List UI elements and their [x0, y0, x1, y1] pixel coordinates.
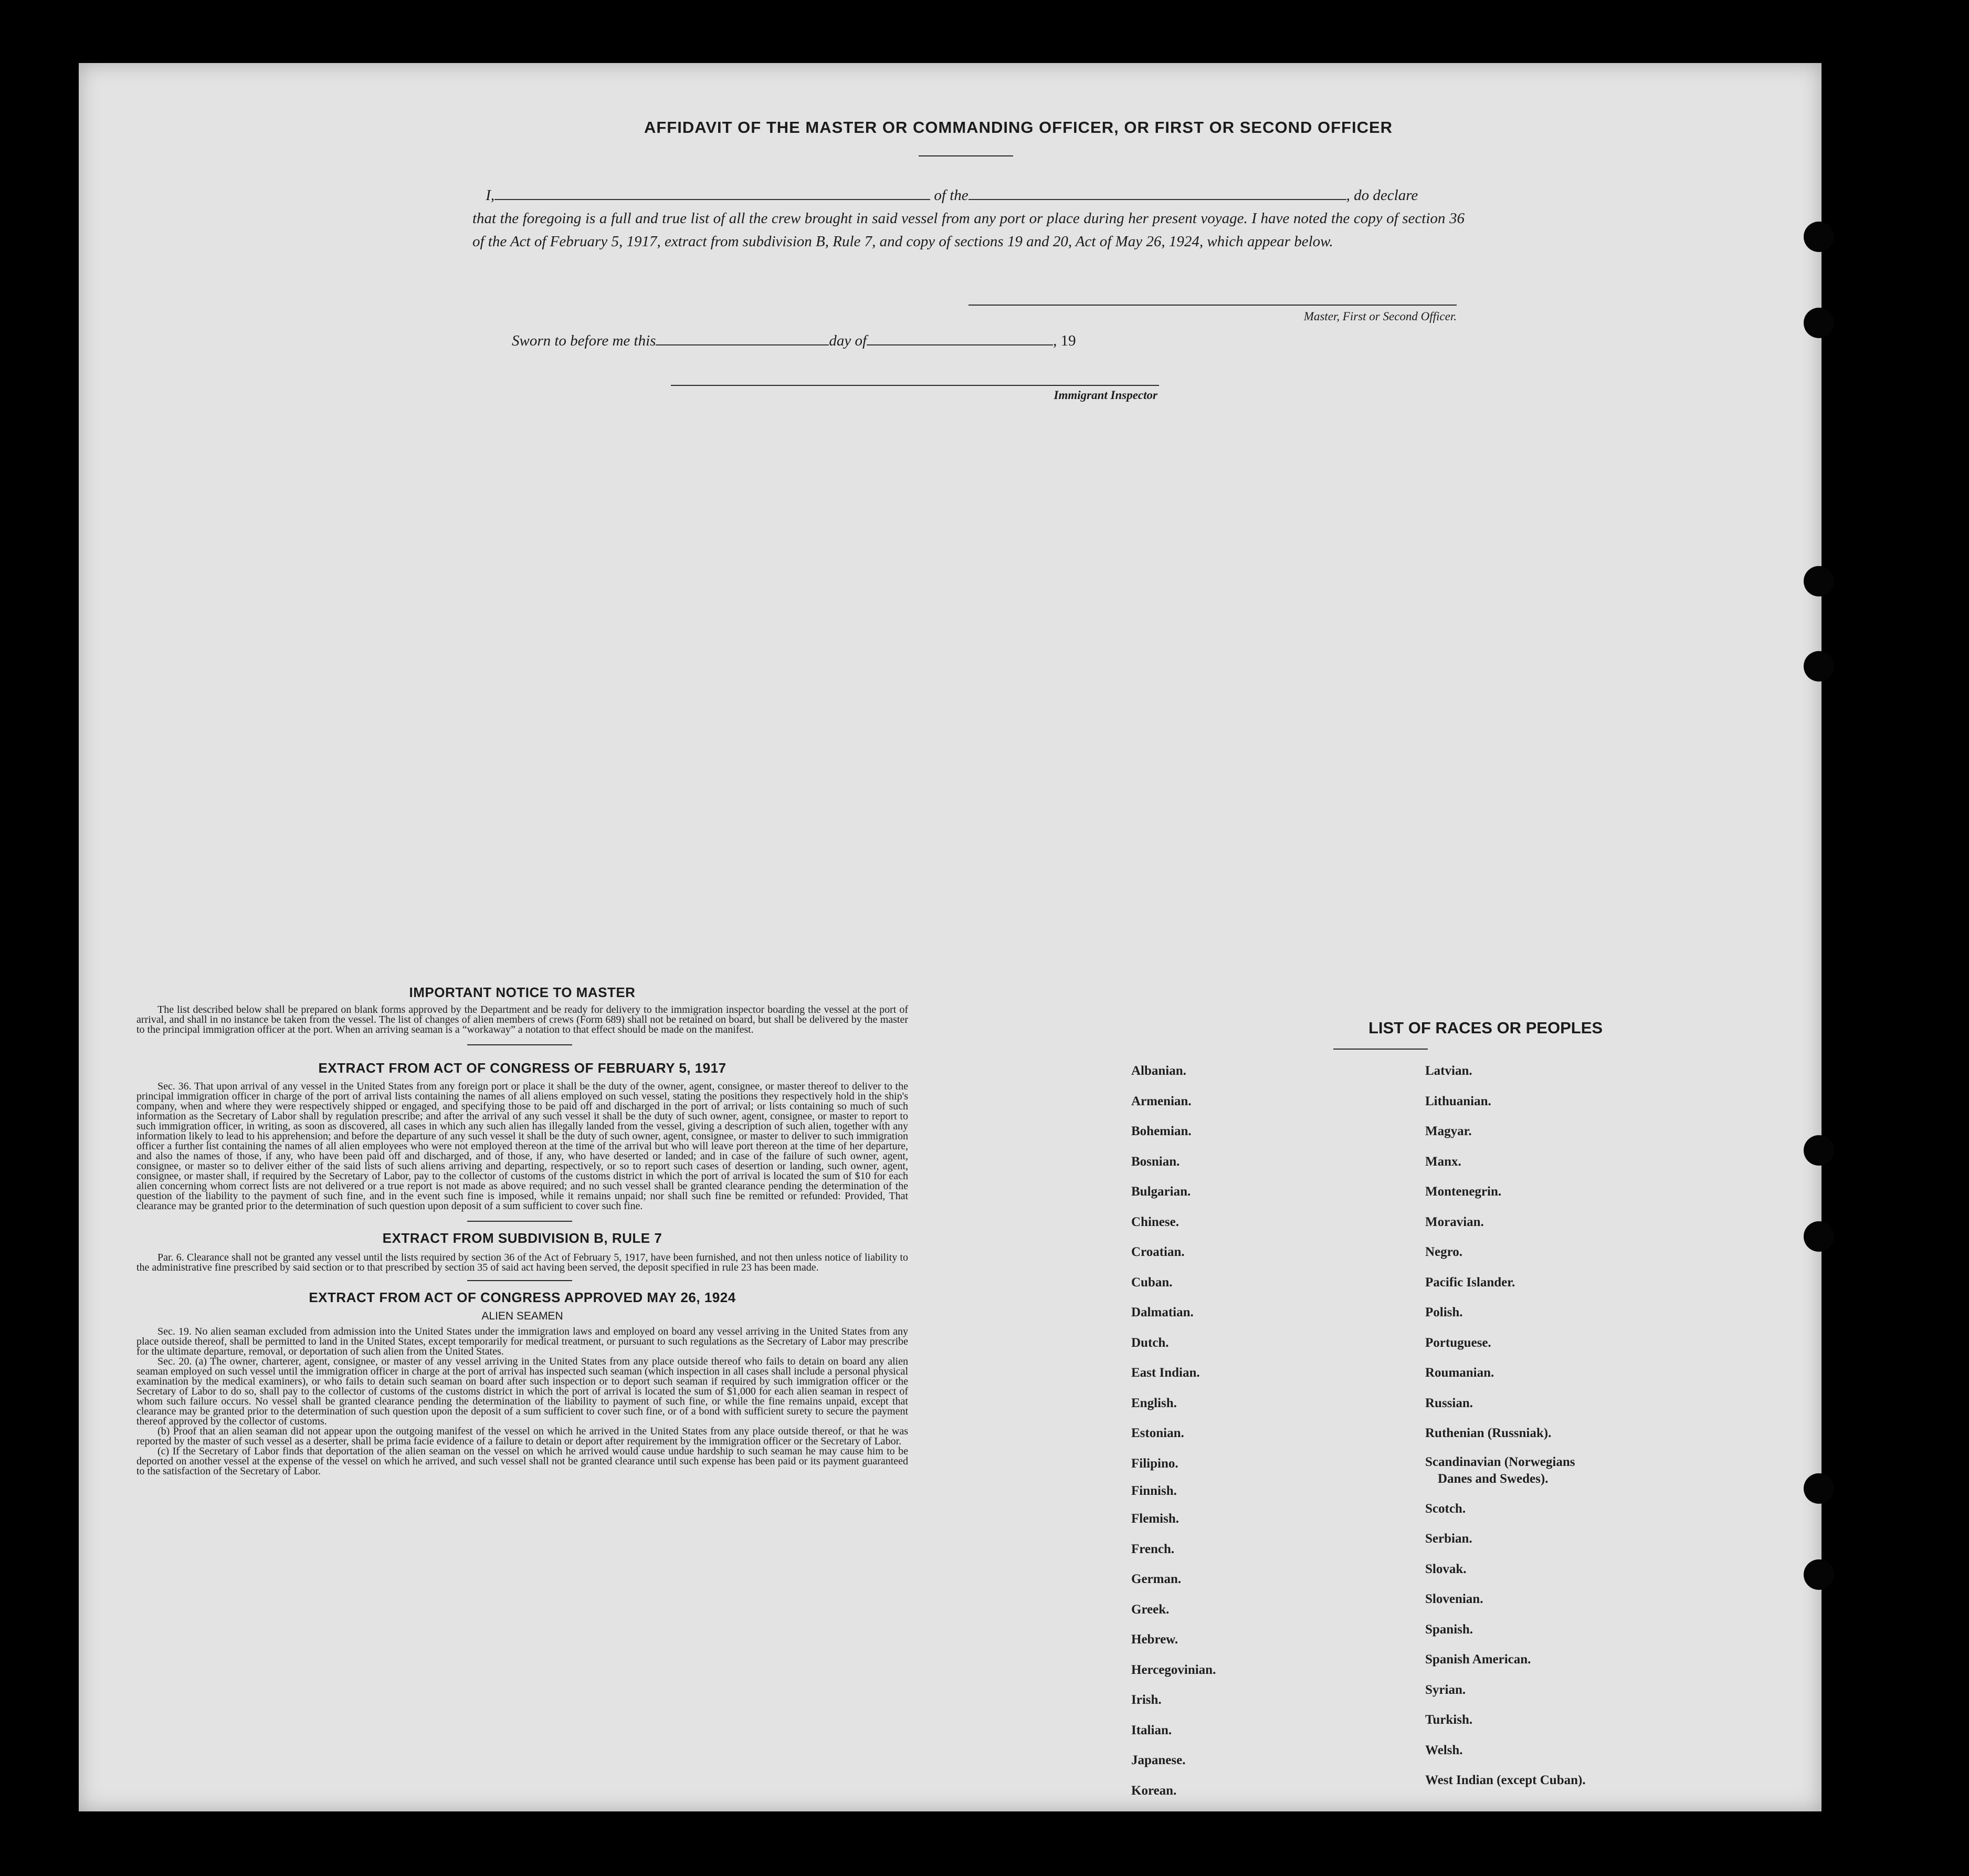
race-item: Hebrew.	[1131, 1632, 1178, 1647]
extract-rule7-heading: EXTRACT FROM SUBDIVISION B, RULE 7	[382, 1230, 662, 1246]
punch-hole	[1804, 308, 1834, 338]
race-item: Negro.	[1425, 1245, 1463, 1259]
race-item: Flemish.	[1131, 1512, 1179, 1526]
race-item: Finnish.	[1131, 1484, 1177, 1498]
race-item: Croatian.	[1131, 1245, 1185, 1259]
race-item: Spanish American.	[1425, 1652, 1531, 1667]
race-item: Greek.	[1131, 1602, 1170, 1617]
race-item: Roumanian.	[1425, 1366, 1494, 1380]
race-item: Scandinavian (Norwegians	[1425, 1454, 1575, 1469]
race-item: Estonian.	[1131, 1426, 1184, 1440]
declaration-do-declare: , do declare	[1346, 187, 1418, 204]
punch-hole	[1804, 651, 1834, 682]
declaration-i: I,	[486, 187, 495, 204]
extract-rule7-divider	[467, 1280, 572, 1281]
extract-1924-sec20b: (b) Proof that an alien seaman did not appear upon the outgoing manifest of the vessel on which he arrived in the United States from any place outside thereof, or that he was reported by the master of such vessel as a deserter, shall be prima facie evidence of a failure to detain or deport after requirement by the immigration officer or the Secretary of Labor.	[136, 1426, 908, 1447]
punch-hole	[1804, 566, 1834, 596]
race-item: English.	[1131, 1396, 1177, 1410]
race-item: Serbian.	[1425, 1532, 1472, 1546]
race-item: Armenian.	[1131, 1094, 1192, 1108]
punch-hole	[1804, 1473, 1834, 1504]
document-page	[79, 63, 1821, 1811]
extract-1917-divider	[467, 1221, 572, 1222]
race-item: Latvian.	[1425, 1064, 1472, 1078]
race-item: Lithuanian.	[1425, 1094, 1491, 1108]
race-item: Dalmatian.	[1131, 1305, 1194, 1319]
extract-1924-sec20a: Sec. 20. (a) The owner, charterer, agent, consignee, or master of any vessel arriving in the United States from any place outside thereof who fails to detain on board any alien seaman employed on such vessel until the immigration officer in charge at the port of arrival has inspected such seaman (which inspection in all cases shall include a personal physical examination by the medical examiners), or who fails to detain such seaman on board after such inspection or to deport such seaman if required by such immigration officer or the Secretary of Labor to do so, shall pay to the collector of customs of the customs district in which the port of arrival is located the sum of $1,000 for each alien seaman in respect of whom such failure occurs. No vessel shall be granted clearance pending the determination of the liability to payment of such fine, or while the fine remains unpaid, except that clearance may be granted prior to the determination of such question upon the deposit of a sum sufficient to cover such fine, or of a bond with sufficient surety to secure the payment thereof approved by the collector of customs.	[136, 1356, 908, 1427]
race-item: Bulgarian.	[1131, 1185, 1191, 1199]
race-item: Albanian.	[1131, 1064, 1186, 1078]
race-item: Syrian.	[1425, 1682, 1466, 1697]
declaration-line	[472, 184, 1465, 207]
bleed-through-artifact	[1675, 425, 1806, 1685]
race-item: Polish.	[1425, 1305, 1463, 1319]
master-name-field[interactable]	[494, 185, 930, 200]
races-heading: LIST OF RACES OR PEOPLES	[1368, 1019, 1603, 1037]
race-item: Danes and Swedes).	[1438, 1471, 1549, 1486]
race-item: Moravian.	[1425, 1214, 1484, 1229]
race-item: Bosnian.	[1131, 1154, 1180, 1169]
race-item: Korean.	[1131, 1783, 1177, 1798]
race-item: Slovenian.	[1425, 1592, 1483, 1606]
race-item: Slovak.	[1425, 1561, 1467, 1576]
extract-rule7-text: Par. 6. Clearance shall not be granted any vessel until the lists required by section 36 of the Act of February 5, 1917, have been furnished, and not then unless notice of liability to the administrative fine prescribed by said section or to that prescribed by section 35 of said act having been served, the deposit specified in rule 23 has been made.	[136, 1252, 908, 1273]
sworn-month-field[interactable]	[867, 331, 1053, 345]
race-item: East Indian.	[1131, 1366, 1200, 1380]
extract-1924-sec20c: (c) If the Secretary of Labor finds that deportation of the alien seaman on the vessel on which he arrived would cause undue hardship to such seaman he may cause him to be deported on another vessel at the expense of the vessel on which he arrived, and such vessel shall not be granted clearance until such expense has been paid or its payment guaranteed to the satisfaction of the Secretary of Labor.	[136, 1445, 908, 1477]
notice-divider	[467, 1044, 572, 1045]
race-item: Filipino.	[1131, 1456, 1178, 1471]
affidavit-heading: AFFIDAVIT OF THE MASTER OR COMMANDING OFFICER, OR FIRST OR SECOND OFFICER	[644, 118, 1393, 137]
affidavit-declaration	[472, 184, 1465, 253]
race-item: Bohemian.	[1131, 1124, 1192, 1138]
punch-hole	[1804, 1135, 1834, 1166]
inspector-label: Immigrant Inspector	[1054, 389, 1157, 402]
race-item: Irish.	[1131, 1693, 1162, 1707]
sworn-day-field[interactable]	[656, 331, 829, 345]
races-right-column	[1425, 1056, 1586, 1796]
sworn-day-of: day of	[829, 332, 867, 349]
notice-heading: IMPORTANT NOTICE TO MASTER	[409, 984, 636, 1000]
race-item: Italian.	[1131, 1723, 1172, 1737]
inspector-signature-line[interactable]	[671, 385, 1159, 386]
race-item: West Indian (except Cuban).	[1425, 1773, 1586, 1787]
race-item: Turkish.	[1425, 1713, 1473, 1727]
race-item: Portuguese.	[1425, 1335, 1491, 1350]
extract-1924-heading: EXTRACT FROM ACT OF CONGRESS APPROVED MAY 26, 1924	[309, 1290, 736, 1305]
race-item: Scotch.	[1425, 1501, 1466, 1516]
declaration-of-the: of the	[934, 187, 968, 204]
legal-notices	[136, 984, 908, 1476]
race-item: Japanese.	[1131, 1753, 1186, 1767]
race-item: German.	[1131, 1572, 1182, 1586]
master-signature-label: Master, First or Second Officer.	[1303, 310, 1457, 323]
notice-text: The list described below shall be prepared on blank forms approved by the Department and be ready for delivery to the immigration inspector boarding the vessel at the port of arrival, and shall in no instance be taken from the vessel. The list of changes of alien members of crews (Form 689) shall not be retained on board, but shall be delivered by the master to the principal immigration officer at the port. When an arriving seaman is a “workaway” a notation to that effect should be made on the manifest.	[136, 1004, 908, 1035]
extract-1924-sec19: Sec. 19. No alien seaman excluded from admission into the United States under the immigration laws and employed on board any vessel arriving in the United States from any place outside thereof, shall be permitted to land in the United States, except temporarily for medical treatment, or pursuant to such regulations as the Secretary of Labor may prescribe for the ultimate departure, removal, or deportation of such alien from the United States.	[136, 1326, 908, 1357]
race-item: French.	[1131, 1542, 1175, 1556]
race-item: Magyar.	[1425, 1124, 1472, 1138]
punch-hole	[1804, 1559, 1834, 1590]
race-item: Hercegovinian.	[1131, 1662, 1216, 1677]
affidavit-body: that the foregoing is a full and true list of all the crew brought in said vessel from any port or place during her present voyage. I have noted the copy of section 36 of the Act of February 5, 1917, extract from subdivision B, Rule 7, and copy of sections 19 and 20, Act of May 26, 1924, which appear below.	[472, 210, 1465, 250]
race-item: Manx.	[1425, 1154, 1461, 1169]
heading-divider	[919, 155, 1013, 156]
race-item: Russian.	[1425, 1396, 1473, 1410]
races-left-column	[1131, 1056, 1216, 1806]
sworn-line	[512, 331, 1076, 350]
sworn-year: , 19	[1053, 332, 1076, 349]
race-item: Spanish.	[1425, 1622, 1473, 1637]
extract-1917-text: Sec. 36. That upon arrival of any vessel in the United States from any foreign port or place it shall be the duty of the owner, agent, consignee, or master thereof to deliver to the principal immigration officer in charge of the port of arrival lists containing the names of all aliens employed on such vessel, stating the positions they respectively hold in the ship's company, when and where they were respectively shipped or engaged, and specifying those to be paid off and discharged in the port of arrival; or lists containing so much of such information as the Secretary of Labor shall by regulation prescribe; and after the arrival of any such vessel it shall be the duty of such owner, agent, consignee, or master to report to such immigration officer, in writing, as soon as discovered, all cases in which any such alien has illegally landed from the vessel, giving a description of such alien, together with any information likely to lead to his apprehension; and before the departure of any such vessel it shall be the duty of such owner, agent, consignee, or master to deliver to such immigration officer a further list containing the names of all alien employees who were not employed thereon at the time of the arrival but who will leave port thereon at the time of her departure, and also the names of those, if any, who have been paid off and discharged, and of those, if any, who have deserted or landed; and in case of the failure of such owner, agent, consignee, or master so to deliver either of the said lists of such aliens arriving and departing, respectively, or so to report such cases of desertion or landing, such owner, agent, consignee, or master shall, if required by the Secretary of Labor, pay to the collector of customs of the customs district in which the port of arrival is located the sum of $10 for each alien concerning whom correct lists are not delivered or a true report is not made as above required; and no such vessel shall be granted clearance pending the determination of the question of the liability to the payment of such fine, and in the event such fine is imposed, while it remains unpaid; nor shall such fine be remitted or refunded: Provided, That clearance may be granted prior to the determination of such question upon deposit of a sum sufficient to cover such fine.	[136, 1081, 908, 1212]
punch-hole	[1804, 222, 1834, 252]
race-item: Cuban.	[1131, 1275, 1173, 1290]
race-item: Pacific Islander.	[1425, 1275, 1515, 1290]
extract-1924-subheading: ALIEN SEAMEN	[481, 1310, 563, 1322]
punch-hole	[1804, 1221, 1834, 1252]
race-item: Ruthenian (Russniak).	[1425, 1426, 1552, 1440]
extract-1917-heading: EXTRACT FROM ACT OF CONGRESS OF FEBRUARY 5, 1917	[318, 1060, 726, 1076]
vessel-name-field[interactable]	[968, 185, 1346, 200]
races-divider	[1333, 1049, 1428, 1050]
race-item: Dutch.	[1131, 1335, 1169, 1350]
master-signature-line[interactable]	[968, 305, 1457, 306]
race-item: Welsh.	[1425, 1743, 1463, 1757]
sworn-prefix: Sworn to before me this	[512, 332, 656, 349]
race-item: Montenegrin.	[1425, 1185, 1502, 1199]
race-item: Chinese.	[1131, 1214, 1179, 1229]
